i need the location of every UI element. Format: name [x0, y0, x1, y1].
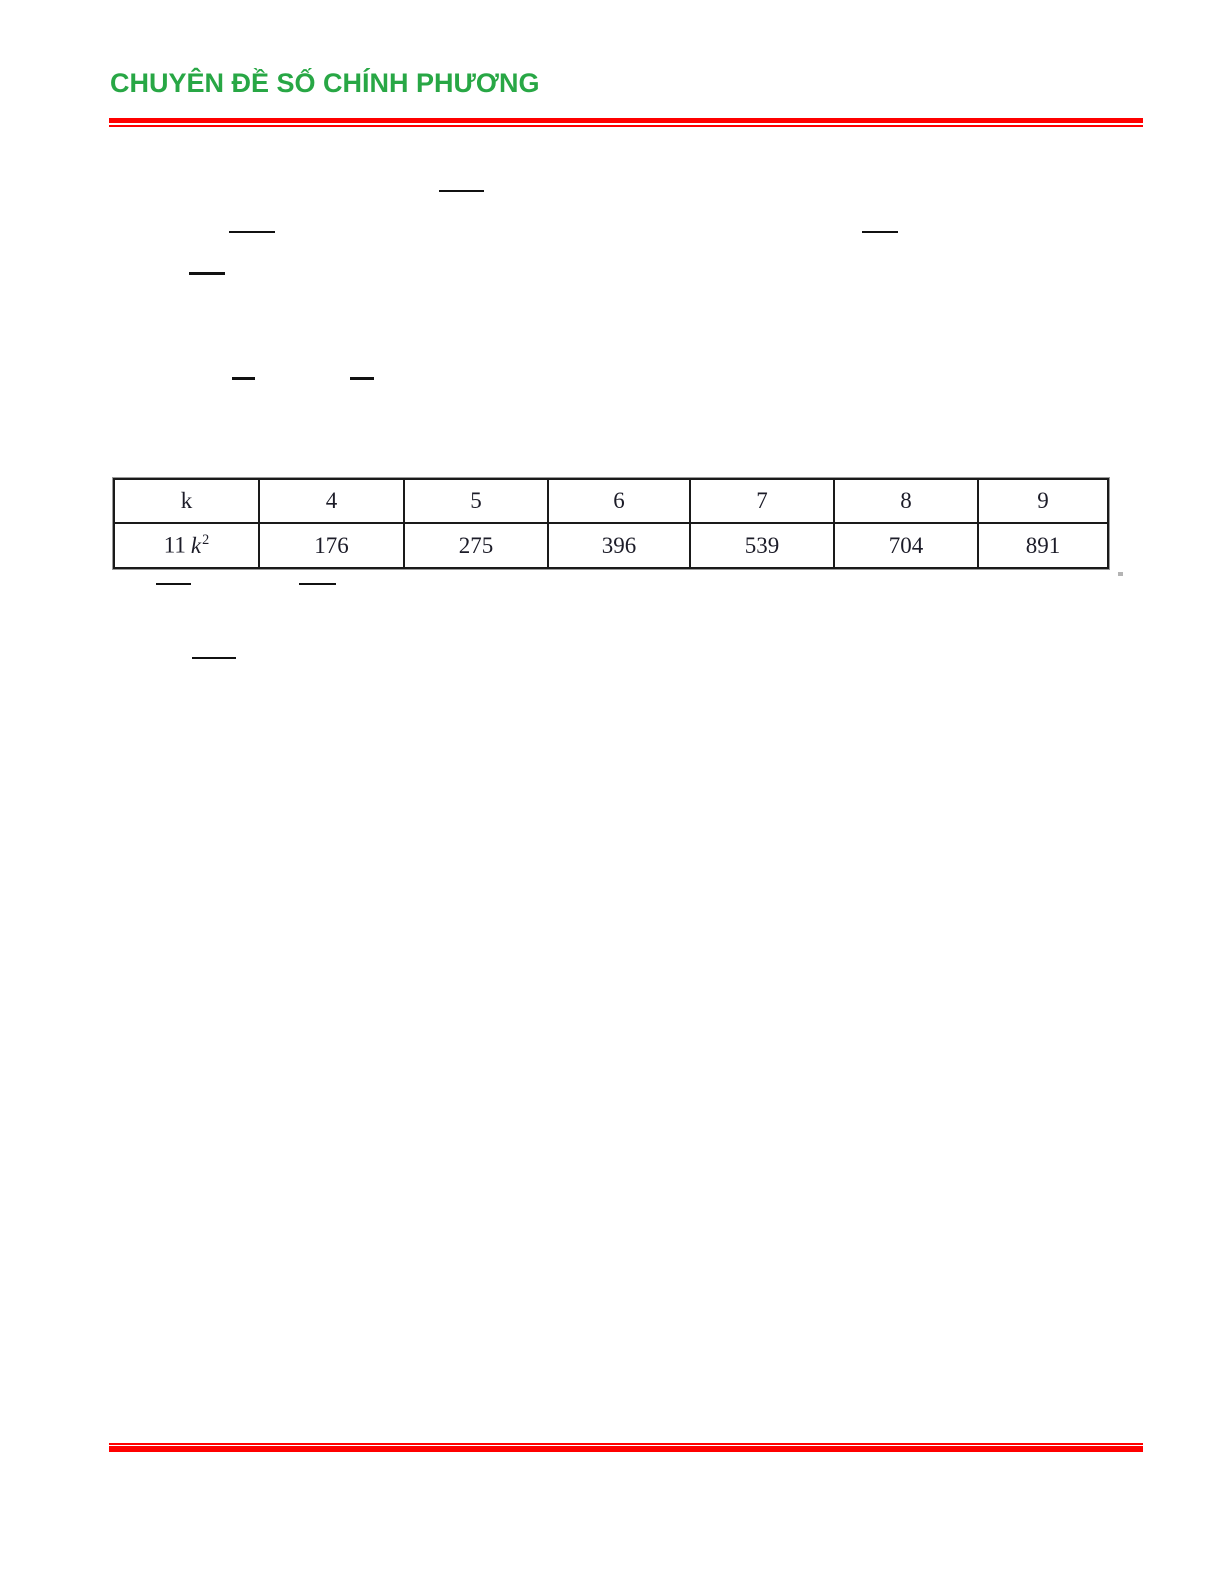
fraction-bar-1	[439, 190, 484, 192]
table-header-row	[114, 479, 1108, 523]
page-title: CHUYÊN ĐỀ SỐ CHÍNH PHƯƠNG	[110, 68, 540, 98]
table-cell-value-891: 891	[978, 523, 1108, 568]
bottom-divider-rule	[109, 1443, 1143, 1452]
fraction-bar-5	[232, 377, 255, 380]
table-cell-value-275: 275	[404, 523, 548, 568]
fraction-bar-4	[189, 272, 225, 275]
fraction-bar-3	[862, 231, 898, 233]
k-squared-table	[113, 478, 1109, 569]
table-cell-value-539: 539	[690, 523, 834, 568]
fraction-bar-2	[229, 231, 275, 233]
table-cell-k-6: 6	[548, 479, 690, 523]
table-cell-value-176: 176	[259, 523, 404, 568]
table-cell-k-9: 9	[978, 479, 1108, 523]
table-cell-k-4: 4	[259, 479, 404, 523]
top-divider-rule	[109, 118, 1143, 127]
print-artifact-speck	[1118, 572, 1123, 576]
fraction-bar-6	[350, 377, 374, 380]
table-cell-value-704: 704	[834, 523, 978, 568]
table-cell-k-5: 5	[404, 479, 548, 523]
table-cell-k-8: 8	[834, 479, 978, 523]
variable-k-italic: k	[190, 532, 202, 558]
table-cell-k-label: k	[114, 479, 259, 523]
table-cell-value-396: 396	[548, 523, 690, 568]
fraction-bar-7	[156, 583, 191, 585]
coefficient-text: 11	[163, 532, 186, 558]
table-cell-k-7: 7	[690, 479, 834, 523]
bottom-rule-thick-line	[109, 1446, 1143, 1452]
exponent-2: 2	[202, 532, 210, 549]
table-cell-11k2-label	[114, 523, 259, 568]
fraction-bar-8	[299, 583, 336, 585]
table-value-row	[114, 523, 1108, 568]
fraction-bar-9	[192, 657, 236, 659]
top-rule-thin-line	[109, 125, 1143, 127]
